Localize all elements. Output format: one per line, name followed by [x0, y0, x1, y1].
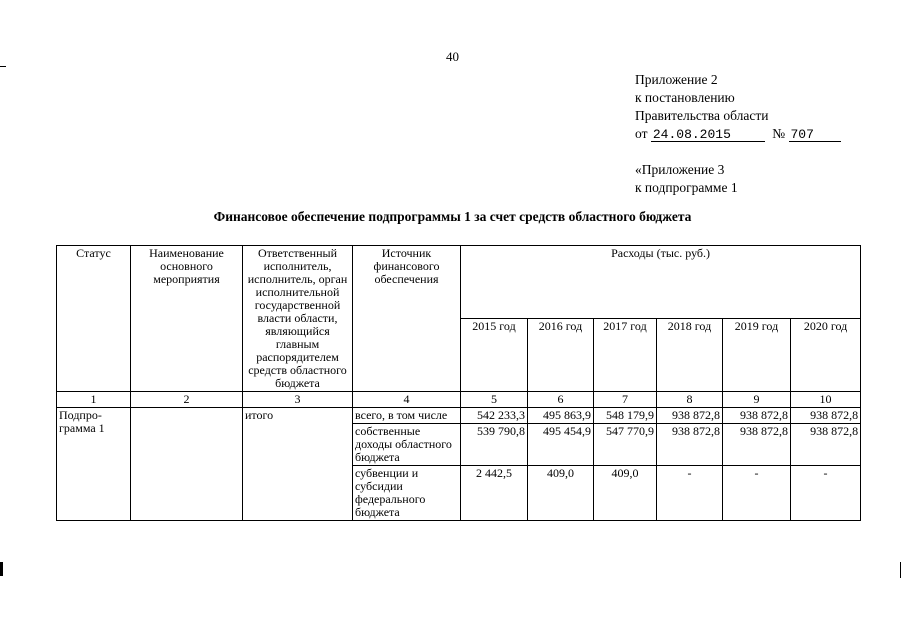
- column-number-row: [57, 392, 861, 408]
- status-cell: Подпро-грамма 1: [57, 408, 131, 521]
- page-number: 40: [446, 49, 459, 64]
- appendix-line-2: к постановлению: [635, 90, 735, 105]
- decree-number: 707: [789, 128, 841, 142]
- col-number: 2: [131, 392, 243, 408]
- from-label: от: [635, 126, 648, 141]
- value-cell: 409,0: [528, 466, 594, 521]
- appendix-block: [635, 71, 841, 143]
- col-number: 9: [723, 392, 791, 408]
- scan-mark: [900, 562, 901, 578]
- appendix-line-3: Правительства области: [635, 108, 769, 123]
- col-number: 1: [57, 392, 131, 408]
- scan-mark: [0, 562, 3, 576]
- header-expenses: Расходы (тыс. руб.): [461, 246, 861, 319]
- value-cell: 938 872,8: [723, 424, 791, 466]
- appendix2-line-1: «Приложение 3: [635, 162, 725, 177]
- value-cell: 409,0: [594, 466, 657, 521]
- finance-table: [56, 245, 861, 521]
- col-number: 10: [791, 392, 861, 408]
- scan-mark: [0, 66, 6, 67]
- value-cell: 938 872,8: [791, 408, 861, 424]
- header-executor: Ответственный исполнитель, исполнитель, орган исполнительной государственной власти области, являющийся главным распорядителем средств областного бюджета: [243, 246, 353, 392]
- value-cell: 938 872,8: [657, 424, 723, 466]
- header-year: 2018 год: [657, 319, 723, 392]
- value-cell: 2 442,5: [461, 466, 528, 521]
- value-cell: 495 454,9: [528, 424, 594, 466]
- decree-date: 24.08.2015: [651, 128, 765, 142]
- source-cell: собственные доходы областного бюджета: [353, 424, 461, 466]
- col-number: 4: [353, 392, 461, 408]
- header-year: 2015 год: [461, 319, 528, 392]
- col-number: 6: [528, 392, 594, 408]
- value-cell: -: [657, 466, 723, 521]
- value-cell: -: [723, 466, 791, 521]
- header-year: 2016 год: [528, 319, 594, 392]
- header-row-1: [57, 246, 861, 319]
- col-number: 5: [461, 392, 528, 408]
- number-label: №: [772, 126, 786, 141]
- table-row: [57, 408, 861, 424]
- header-year: 2017 год: [594, 319, 657, 392]
- appendix2-block: [635, 161, 738, 197]
- source-cell: всего, в том числе: [353, 408, 461, 424]
- value-cell: 539 790,8: [461, 424, 528, 466]
- header-year: 2019 год: [723, 319, 791, 392]
- source-cell: субвенции и субсидии федерального бюджета: [353, 466, 461, 521]
- col-number: 8: [657, 392, 723, 408]
- value-cell: 495 863,9: [528, 408, 594, 424]
- header-year: 2020 год: [791, 319, 861, 392]
- document-title: Финансовое обеспечение подпрограммы 1 за счет средств областного бюджета: [213, 209, 692, 224]
- appendix2-line-2: к подпрограмме 1: [635, 180, 738, 195]
- value-cell: 938 872,8: [791, 424, 861, 466]
- value-cell: 938 872,8: [657, 408, 723, 424]
- value-cell: 547 770,9: [594, 424, 657, 466]
- executor-cell: итого: [243, 408, 353, 521]
- activity-cell: [131, 408, 243, 521]
- appendix-line-1: Приложение 2: [635, 72, 718, 87]
- appendix-date-line: [635, 125, 841, 143]
- header-source: Источник финансового обеспечения: [353, 246, 461, 392]
- value-cell: 938 872,8: [723, 408, 791, 424]
- header-activity: Наименование основного мероприятия: [131, 246, 243, 392]
- value-cell: 542 233,3: [461, 408, 528, 424]
- col-number: 7: [594, 392, 657, 408]
- col-number: 3: [243, 392, 353, 408]
- header-status: Статус: [57, 246, 131, 392]
- value-cell: 548 179,9: [594, 408, 657, 424]
- value-cell: -: [791, 466, 861, 521]
